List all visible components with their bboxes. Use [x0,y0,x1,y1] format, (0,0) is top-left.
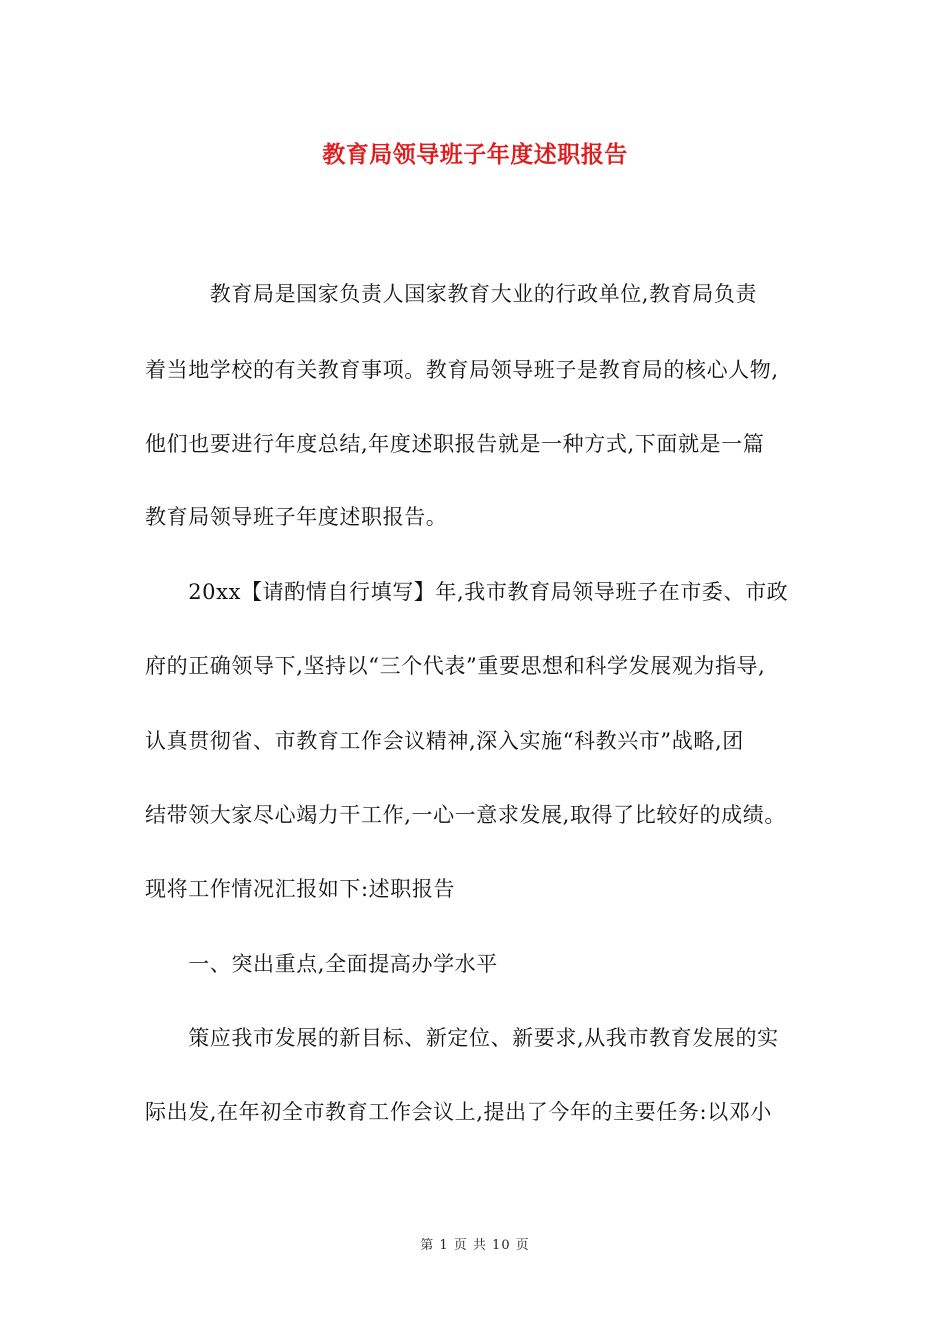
body-line-7: 认真贯彻省、市教育工作会议精神,深入实施“科教兴市”战略,团 [145,729,744,753]
body-line-11: 策应我市发展的新目标、新定位、新要求,从我市教育发展的实 [145,1026,779,1050]
document-title: 教育局领导班子年度述职报告 [322,141,628,168]
body-line-6: 府的正确领导下,坚持以“三个代表”重要思想和科学发展观为指导, [145,654,766,678]
body-line-8: 结带领大家尽心竭力干工作,一心一意求发展,取得了比较好的成绩。 [145,803,786,827]
body-line-9: 现将工作情况汇报如下:述职报告 [145,877,456,901]
body-line-4: 教育局领导班子年度述职报告。 [145,505,448,529]
page-number-footer: 第 1 页 共 10 页 [420,1238,530,1253]
body-line-1: 教育局是国家负责人国家教育大业的行政单位,教育局负责 [145,282,758,306]
section-heading: 一、突出重点,全面提高办学水平 [145,952,498,976]
body-line-2: 着当地学校的有关教育事项。教育局领导班子是教育局的核心人物, [145,358,779,382]
body-line-3: 他们也要进行年度总结,年度述职报告就是一种方式,下面就是一篇 [145,432,765,456]
body-line-5: 20xx【请酌情自行填写】年,我市教育局领导班子在市委、市政 [145,580,789,604]
body-line-12: 际出发,在年初全市教育工作会议上,提出了今年的主要任务:以邓小 [145,1100,773,1124]
